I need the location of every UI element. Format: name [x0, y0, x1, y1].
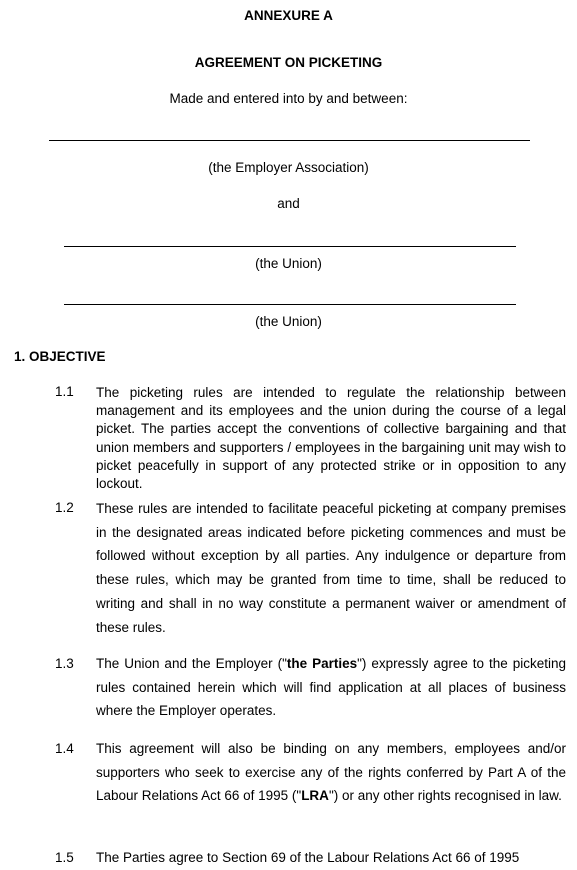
annexure-title: ANNEXURE A — [244, 8, 333, 23]
signature-line-union-1 — [64, 246, 516, 247]
signature-line-employer — [49, 140, 530, 141]
clause-number: 1.3 — [55, 656, 74, 671]
made-between-line: Made and entered into by and between: — [169, 91, 408, 106]
clause-number: 1.2 — [55, 500, 74, 515]
party-employer-label: (the Employer Association) — [208, 160, 369, 175]
agreement-title: AGREEMENT ON PICKETING — [194, 55, 383, 70]
clause-text: The Parties agree to Section 69 of the Labour Relations Act 66 of 1995 — [96, 850, 520, 865]
clause-number: 1.1 — [55, 384, 74, 399]
signature-line-union-2 — [64, 304, 516, 305]
defined-term: LRA — [301, 788, 329, 804]
clause-text: The Union and the Employer ("the Parties") expressly agree to the picketing rules contained herein which will find application at all places of business where the Employer operates. — [96, 656, 566, 719]
defined-term: the Parties — [286, 656, 358, 671]
clause-text: The picketing rules are intended to regulate the relationship between management and its employees and the union during the course of a legal picket. The parties accept the conventions of collective bargaining and that union members and supporters / employees in the bargaining unit may wish to picket peacefully in support of any protected strike or in opposition to any lockout. — [96, 385, 566, 492]
party-union-label-2: (the Union) — [255, 314, 322, 329]
clause-text: These rules are intended to facilitate peaceful picketing at company premises in the designated areas indicated before picketing commences and must be followed without exception by all parties. Any indulgence or departure from these rules, which may be granted from time to time, shall be reduced to writing and shall in no way constitute a permanent waiver or amendment of these rules. — [96, 501, 566, 635]
party-union-label-1: (the Union) — [255, 256, 322, 271]
section-heading-objective: 1. OBJECTIVE — [14, 349, 106, 364]
clause-text: This agreement will also be binding on any members, employees and/or supporters who seek to exercise any of the rights conferred by Part A of the Labour Relations Act 66 of 1995 ("LRA") or any other rights recognised in law. — [96, 741, 566, 804]
clause-number: 1.4 — [55, 741, 74, 756]
and-word: and — [277, 196, 300, 211]
clause-number: 1.5 — [55, 850, 74, 865]
